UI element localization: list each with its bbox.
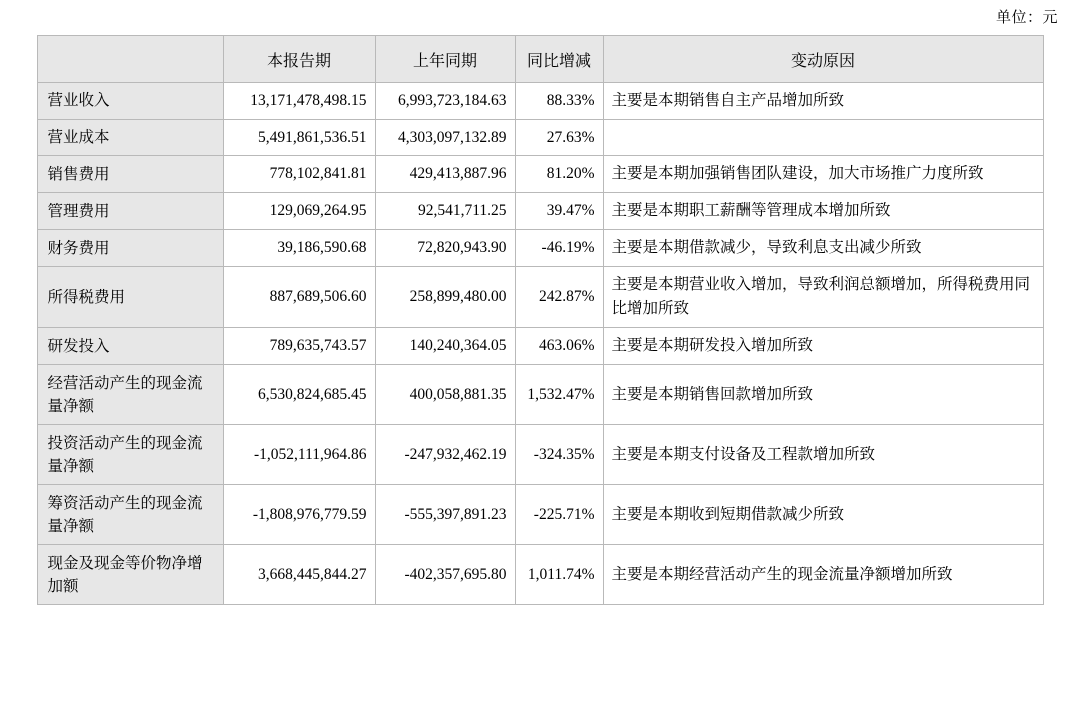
row-prior: 258,899,480.00 xyxy=(375,267,515,328)
row-current: 5,491,861,536.51 xyxy=(223,120,375,156)
row-current: 3,668,445,844.27 xyxy=(223,545,375,605)
row-label: 经营活动产生的现金流量净额 xyxy=(37,365,223,425)
header-cell-reason: 变动原因 xyxy=(603,36,1043,83)
row-prior: 92,541,711.25 xyxy=(375,193,515,230)
row-prior: 140,240,364.05 xyxy=(375,328,515,365)
header-cell-current-period: 本报告期 xyxy=(223,36,375,83)
row-prior: -555,397,891.23 xyxy=(375,485,515,545)
row-label: 现金及现金等价物净增加额 xyxy=(37,545,223,605)
header-cell-blank xyxy=(37,36,223,83)
table-row xyxy=(37,425,1043,485)
row-change: 1,011.74% xyxy=(515,545,603,605)
row-change: 27.63% xyxy=(515,120,603,156)
row-reason: 主要是本期营业收入增加，导致利润总额增加，所得税费用同比增加所致 xyxy=(603,267,1043,328)
financial-summary-table xyxy=(37,35,1044,605)
row-label: 所得税费用 xyxy=(37,267,223,328)
row-label: 研发投入 xyxy=(37,328,223,365)
row-reason xyxy=(603,120,1043,156)
row-prior: 4,303,097,132.89 xyxy=(375,120,515,156)
row-reason: 主要是本期收到短期借款减少所致 xyxy=(603,485,1043,545)
row-prior: 72,820,943.90 xyxy=(375,230,515,267)
row-prior: -402,357,695.80 xyxy=(375,545,515,605)
table-header-row xyxy=(37,36,1043,83)
table-header xyxy=(37,36,1043,83)
table-body xyxy=(37,83,1043,605)
row-current: 13,171,478,498.15 xyxy=(223,83,375,120)
row-prior: -247,932,462.19 xyxy=(375,425,515,485)
row-current: 887,689,506.60 xyxy=(223,267,375,328)
row-prior: 429,413,887.96 xyxy=(375,156,515,193)
row-label: 管理费用 xyxy=(37,193,223,230)
row-label: 营业成本 xyxy=(37,120,223,156)
row-current: 789,635,743.57 xyxy=(223,328,375,365)
row-change: 463.06% xyxy=(515,328,603,365)
table-row xyxy=(37,365,1043,425)
table-row xyxy=(37,485,1043,545)
row-current: -1,808,976,779.59 xyxy=(223,485,375,545)
row-current: 129,069,264.95 xyxy=(223,193,375,230)
table-row xyxy=(37,120,1043,156)
table-row xyxy=(37,193,1043,230)
row-prior: 6,993,723,184.63 xyxy=(375,83,515,120)
row-current: 39,186,590.68 xyxy=(223,230,375,267)
row-reason: 主要是本期经营活动产生的现金流量净额增加所致 xyxy=(603,545,1043,605)
row-current: 778,102,841.81 xyxy=(223,156,375,193)
header-cell-prior-period: 上年同期 xyxy=(375,36,515,83)
table-row xyxy=(37,83,1043,120)
row-label: 财务费用 xyxy=(37,230,223,267)
row-reason: 主要是本期研发投入增加所致 xyxy=(603,328,1043,365)
row-reason: 主要是本期支付设备及工程款增加所致 xyxy=(603,425,1043,485)
table-row xyxy=(37,545,1043,605)
row-reason: 主要是本期借款减少，导致利息支出减少所致 xyxy=(603,230,1043,267)
row-change: 88.33% xyxy=(515,83,603,120)
row-current: -1,052,111,964.86 xyxy=(223,425,375,485)
header-cell-change: 同比增减 xyxy=(515,36,603,83)
row-reason: 主要是本期销售自主产品增加所致 xyxy=(603,83,1043,120)
row-prior: 400,058,881.35 xyxy=(375,365,515,425)
row-label: 营业收入 xyxy=(37,83,223,120)
row-label: 销售费用 xyxy=(37,156,223,193)
row-label: 投资活动产生的现金流量净额 xyxy=(37,425,223,485)
unit-note: 单位：元 xyxy=(995,10,1058,26)
row-current: 6,530,824,685.45 xyxy=(223,365,375,425)
row-change: 81.20% xyxy=(515,156,603,193)
table-row xyxy=(37,267,1043,328)
table-row xyxy=(37,156,1043,193)
row-change: -324.35% xyxy=(515,425,603,485)
row-reason: 主要是本期加强销售团队建设，加大市场推广力度所致 xyxy=(603,156,1043,193)
row-change: -46.19% xyxy=(515,230,603,267)
row-change: 1,532.47% xyxy=(515,365,603,425)
row-change: -225.71% xyxy=(515,485,603,545)
table-row xyxy=(37,230,1043,267)
row-change: 242.87% xyxy=(515,267,603,328)
row-reason: 主要是本期职工薪酬等管理成本增加所致 xyxy=(603,193,1043,230)
row-reason: 主要是本期销售回款增加所致 xyxy=(603,365,1043,425)
table-row xyxy=(37,328,1043,365)
row-label: 筹资活动产生的现金流量净额 xyxy=(37,485,223,545)
row-change: 39.47% xyxy=(515,193,603,230)
